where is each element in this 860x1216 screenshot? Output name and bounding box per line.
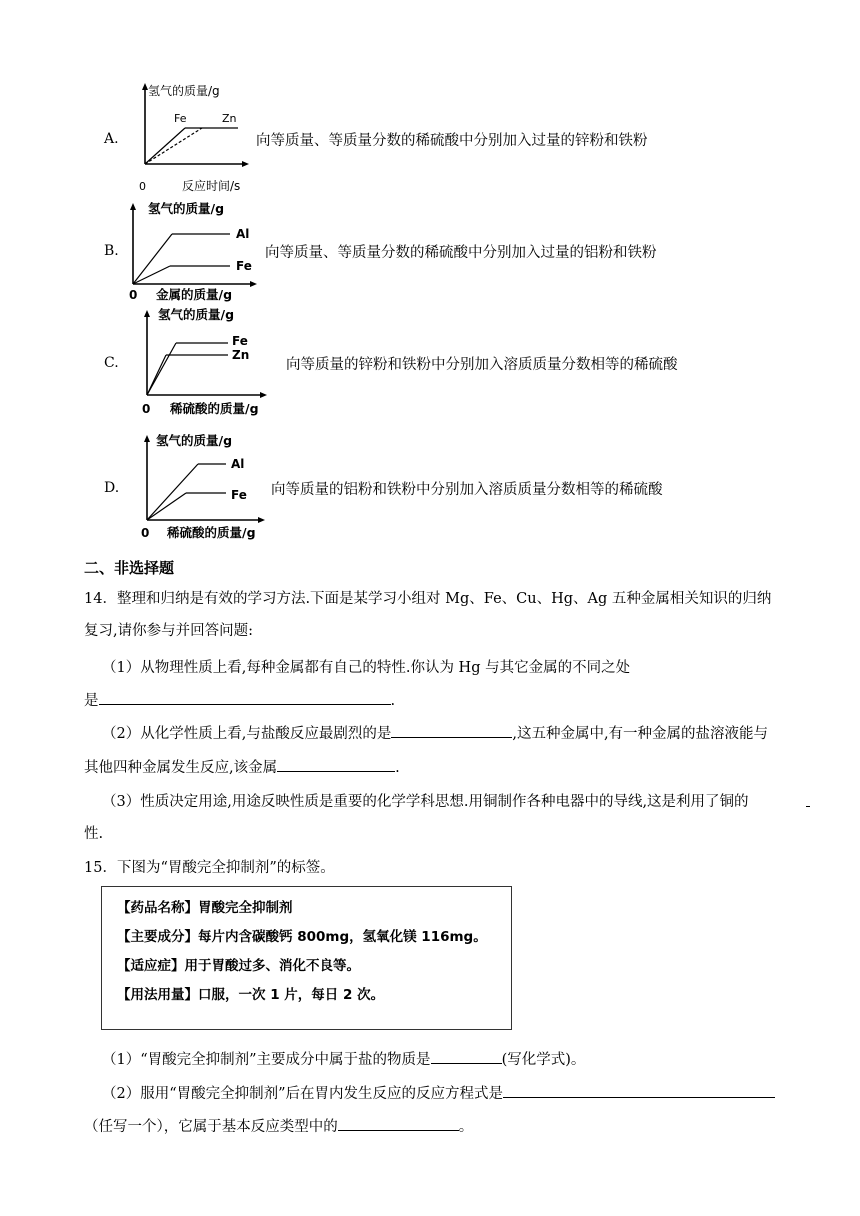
option-c-ylabel: 氢气的质量/g xyxy=(158,307,235,322)
q14-answer-blank-1[interactable] xyxy=(99,690,391,705)
q14-answer-blank-2[interactable] xyxy=(391,723,512,738)
q15-part2-line2 xyxy=(84,1115,473,1136)
option-a-line1: Fe xyxy=(174,112,187,125)
q15-part1-text-a: （1）“胃酸完全抑制剂”主要成分中属于盐的物质是 xyxy=(102,1052,431,1068)
option-d-xlabel: 稀硫酸的质量/g xyxy=(167,525,256,540)
q14-part2-line1 xyxy=(102,722,768,743)
option-b-xlabel: 金属的质量/g xyxy=(156,287,233,302)
q14-part2-text-a: （2）从化学性质上看,与盐酸反应最剧烈的是 xyxy=(102,726,392,742)
option-c-graph xyxy=(134,305,284,417)
option-b-ylabel: 氢气的质量/g xyxy=(148,201,225,216)
option-b-graph xyxy=(120,196,260,304)
option-a-origin: 0 xyxy=(139,180,146,193)
q15-part1 xyxy=(102,1048,585,1069)
q15-answer-blank-1[interactable] xyxy=(431,1049,502,1064)
option-a-line2: Zn xyxy=(222,112,237,125)
q14-part1-line1: （1）从物理性质上看,每种金属都有自己的特性.你认为 Hg 与其它金属的不同之处 xyxy=(102,660,631,676)
q14-part1-line2 xyxy=(84,689,395,710)
option-b-line1: Al xyxy=(236,227,250,241)
q14-part2-text-b: ,这五种金属中,有一种金属的盐溶液能与 xyxy=(512,726,769,742)
q14-part1-prefix: 是 xyxy=(84,693,99,709)
option-d-text: 向等质量的铝粉和铁粉中分别加入溶质质量分数相等的稀硫酸 xyxy=(271,482,663,498)
q15-part2-line1 xyxy=(102,1082,775,1103)
q15-part2-text-c: 。 xyxy=(458,1119,474,1135)
option-c-letter: C. xyxy=(104,355,119,371)
option-c-text: 向等质量的锌粉和铁粉中分别加入溶质质量分数相等的稀硫酸 xyxy=(286,357,678,373)
q14-stem-line2: 复习,请你参与并回答问题: xyxy=(84,623,253,639)
option-a-xlabel: 反应时间/s xyxy=(182,179,241,193)
option-d-letter: D. xyxy=(104,480,120,496)
q14-part2-text-c: 其他四种金属发生反应,该金属 xyxy=(84,760,278,776)
option-a-ylabel: 氢气的质量/g xyxy=(148,84,220,98)
drug-label-dosage: 【用法用量】口服，一次 1 片，每日 2 次。 xyxy=(117,987,385,1003)
option-c-xlabel: 稀硫酸的质量/g xyxy=(170,401,259,416)
q15-part2-text-b: （任写一个），它属于基本反应类型中的 xyxy=(84,1119,338,1135)
option-c-line2: Zn xyxy=(232,348,250,362)
option-d-ylabel: 氢气的质量/g xyxy=(156,433,233,448)
q14-part1-suffix: . xyxy=(390,693,396,709)
option-b-letter: B. xyxy=(104,243,119,259)
option-c-origin: 0 xyxy=(142,402,151,416)
q14-part2-text-d: . xyxy=(395,760,400,776)
q14-answer-blank-3[interactable] xyxy=(277,757,395,772)
section-title: 二、非选择题 xyxy=(84,559,175,577)
drug-label-name: 【药品名称】胃酸完全抑制剂 xyxy=(117,900,293,916)
option-d-origin: 0 xyxy=(141,526,150,540)
q14-part2-line2 xyxy=(84,756,400,777)
q15-part2-text-a: （2）服用“胃酸完全抑制剂”后在胃内发生反应的反应方程式是 xyxy=(102,1086,504,1102)
q15-answer-blank-2[interactable] xyxy=(503,1083,775,1098)
option-d-graph xyxy=(134,428,270,543)
option-a-letter: A. xyxy=(104,131,119,147)
option-a-graph xyxy=(132,80,252,194)
q15-stem: 15．下图为“胃酸完全抑制剂”的标签。 xyxy=(84,860,335,876)
option-d-line2: Fe xyxy=(231,488,247,502)
q14-answer-blank-4[interactable] xyxy=(806,806,810,807)
option-d-line1: Al xyxy=(231,457,245,471)
drug-label-indications: 【适应症】用于胃酸过多、消化不良等。 xyxy=(117,958,360,974)
q14-part3-line2: 性. xyxy=(84,826,104,842)
q15-answer-blank-3[interactable] xyxy=(338,1116,459,1131)
q15-part1-text-b: (写化学式)。 xyxy=(501,1052,586,1068)
option-b-line2: Fe xyxy=(236,259,252,273)
q14-stem-line1: 14．整理和归纳是有效的学习方法.下面是某学习小组对 Mg、Fe、Cu、Hg、Ag 五种金属相关知识的归纳 xyxy=(84,591,772,607)
option-b-origin: 0 xyxy=(129,288,138,302)
q14-part3-line1: （3）性质决定用途,用途反映性质是重要的化学学科思想.用铜制作各种电器中的导线,这是利用了铜的 xyxy=(102,794,749,810)
drug-label-box xyxy=(101,886,512,1030)
option-a-text: 向等质量、等质量分数的稀硫酸中分别加入过量的锌粉和铁粉 xyxy=(256,133,648,149)
option-c-line1: Fe xyxy=(232,334,248,348)
drug-label-ingredients: 【主要成分】每片内含碳酸钙 800mg，氢氧化镁 116mg。 xyxy=(117,929,487,945)
option-b-text: 向等质量、等质量分数的稀硫酸中分别加入过量的铝粉和铁粉 xyxy=(265,245,657,261)
